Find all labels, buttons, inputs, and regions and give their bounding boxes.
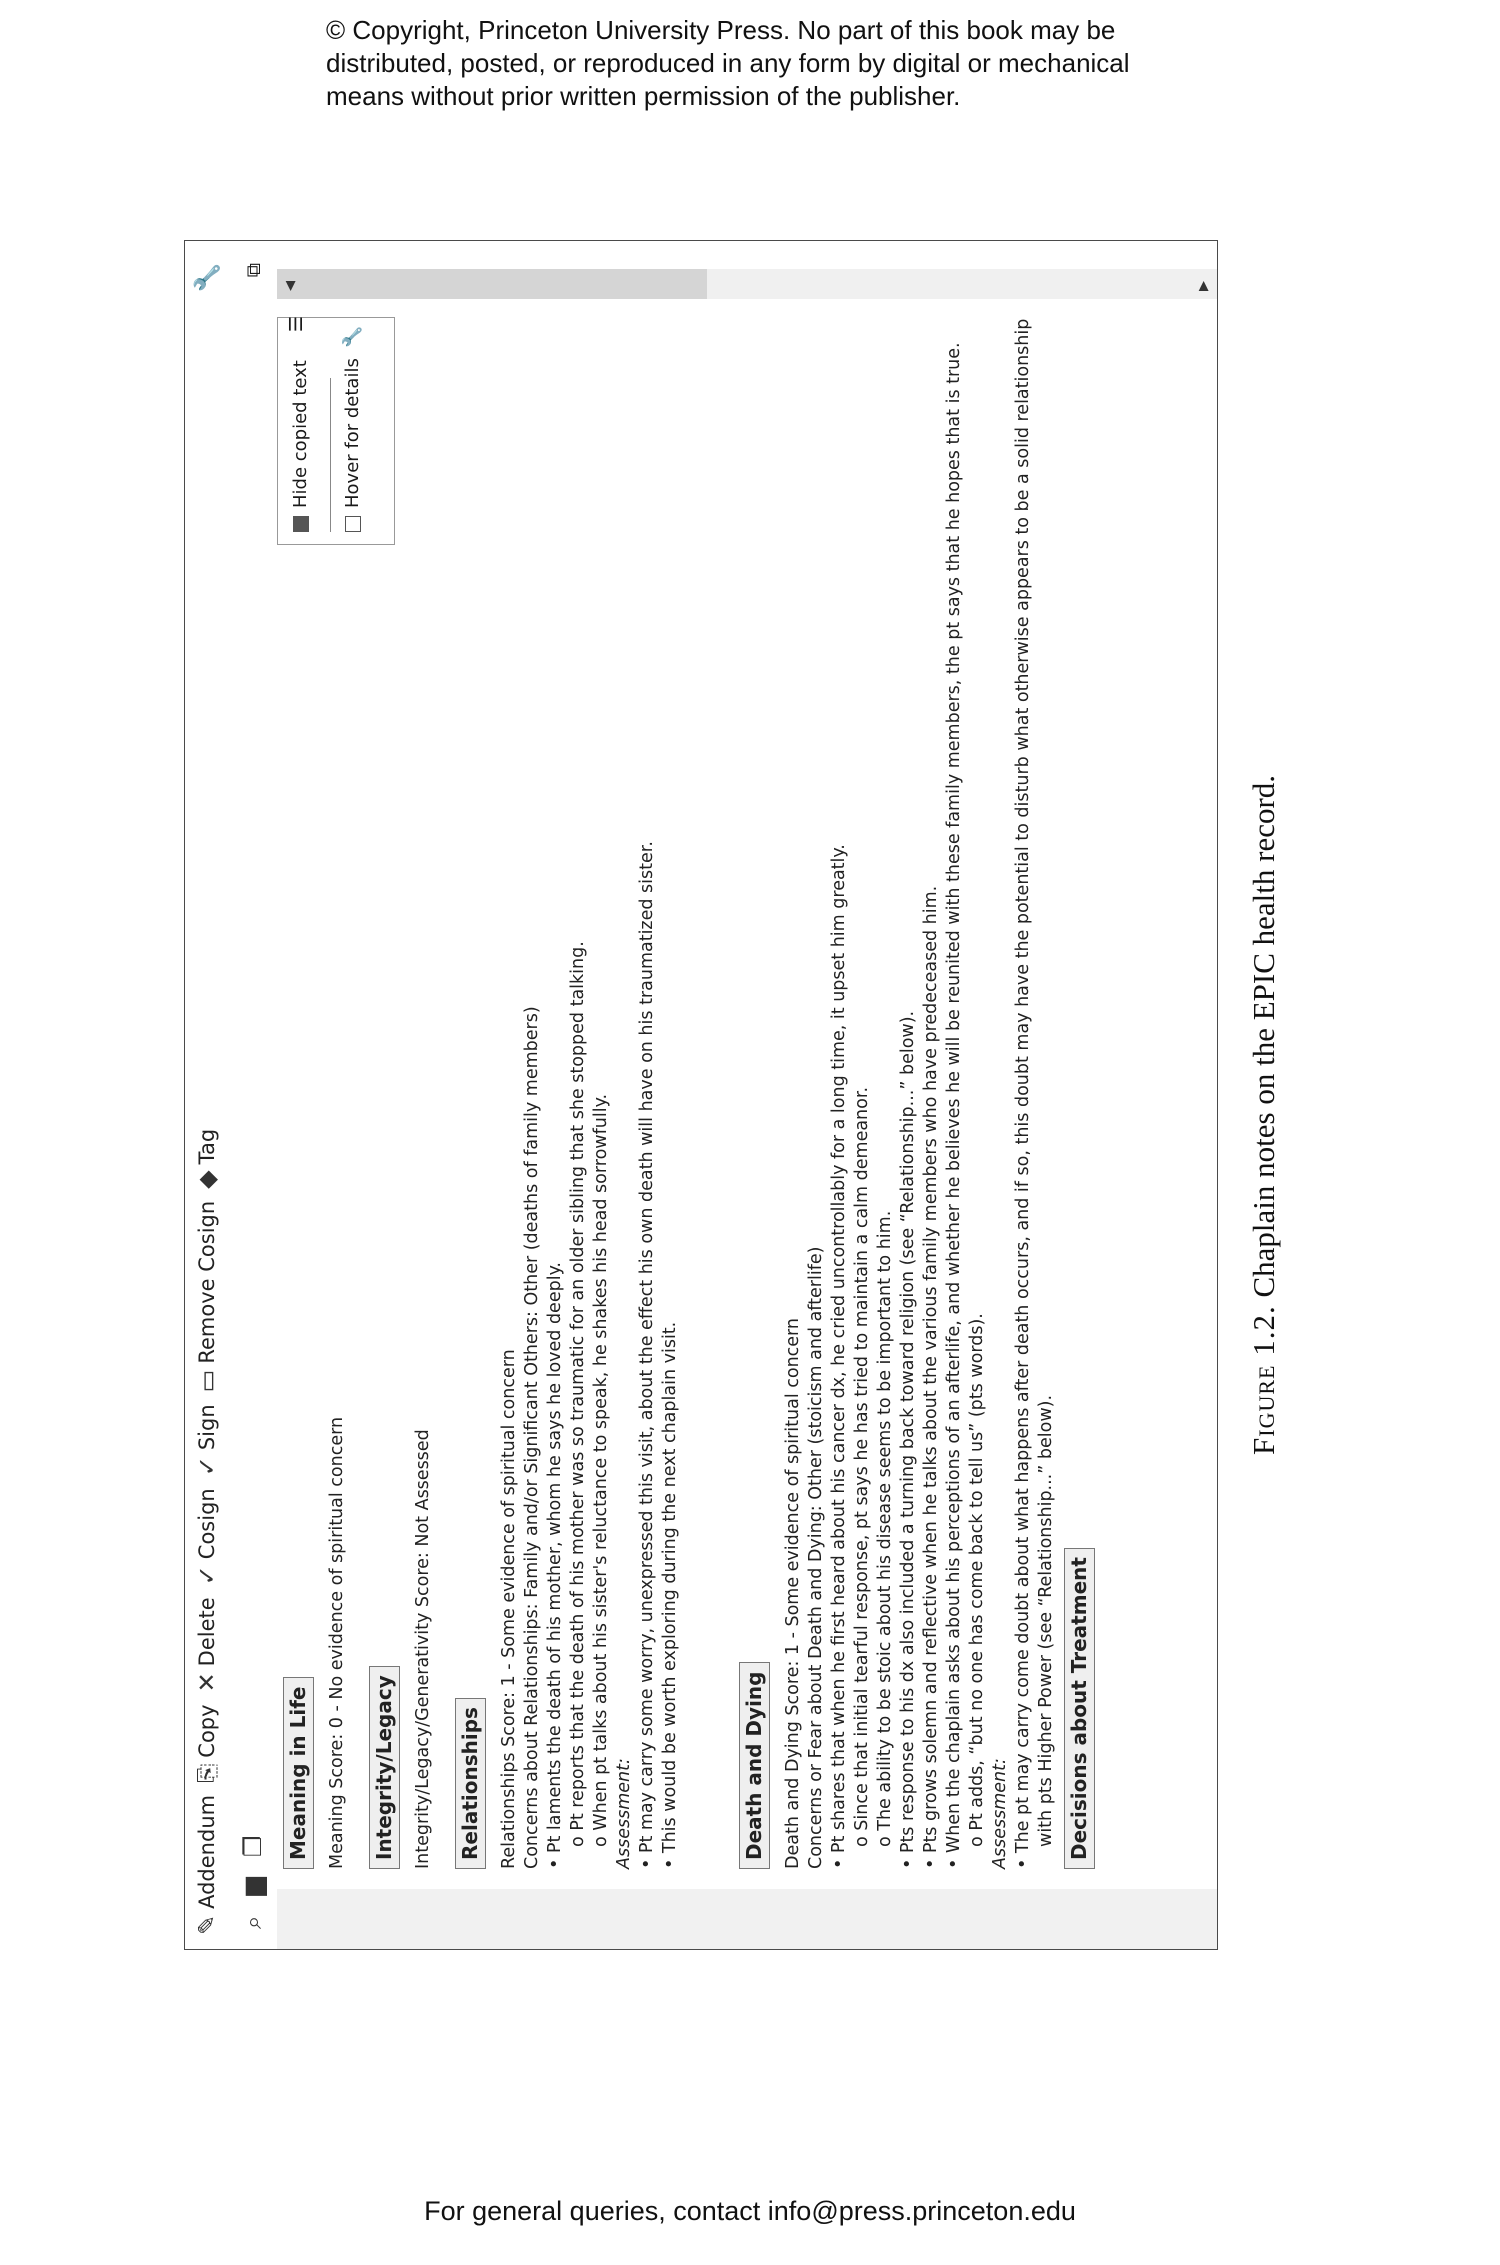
addendum-label: Addendum [195, 1794, 219, 1909]
note-line: Concerns about Relationships: Family and/or Significant Others: Other (deaths of family members) [522, 1006, 542, 1869]
remove-cosign-button[interactable] [193, 1201, 221, 1393]
note-toolbar [185, 241, 229, 1949]
note-line: Death and Dying Score: 1 - Some evidence of spiritual concern [783, 1317, 803, 1869]
footer-contact: For general queries, contact info@press.princeton.edu [424, 2196, 1076, 2226]
section-header: Relationships [455, 1698, 486, 1869]
wrench-icon[interactable]: 🔧 [193, 263, 221, 293]
note-line: Integrity/Legacy/Generativity Score: Not Assessed [413, 1429, 433, 1869]
delete-button[interactable] [193, 1597, 221, 1692]
copyright-line-1: © Copyright, Princeton University Press. No part of this book may be [326, 15, 1116, 45]
wrench-icon[interactable]: 🔧 [342, 325, 363, 349]
note-line: Meaning Score: 0 - No evidence of spiritual concern [327, 1416, 347, 1869]
note-line: • Pt shares that when he first heard about his cancer dx, he cried uncontrollably for a long time, it upset him greatly. [829, 844, 849, 1869]
note-line: o The ability to be stoic about his disease seems to be important to him. [875, 1210, 895, 1847]
figure-caption [1246, 775, 1282, 1455]
note-line: Assessment: [990, 1758, 1010, 1869]
section-integrity [369, 589, 435, 1869]
note-line: • Pt may carry some worry, unexpressed this visit, about the effect his own death will have on his traumatized sister. [637, 841, 657, 1869]
hide-copied-checkbox[interactable] [293, 516, 309, 532]
note-line: Relationships Score: 1 - Some evidence of spiritual concern [499, 1349, 519, 1869]
tag-label: Tag [195, 1128, 219, 1165]
note-line: o Since that initial tearful response, pt says he has tried to maintain a calm demeanor. [852, 1086, 872, 1847]
tag-button[interactable] [193, 1129, 221, 1189]
note-line: o When pt talks about his sister's reluctance to speak, he shakes his head sorrowfully. [591, 1093, 611, 1847]
copyright-notice [326, 14, 1226, 113]
window-toggle-icon[interactable]: ⧉ [241, 263, 265, 278]
copy-icon: ⎘ [193, 1763, 221, 1783]
arrow-left-icon[interactable]: ◀ [283, 281, 298, 291]
secondary-toolbar [229, 241, 277, 1949]
left-gutter [277, 1889, 1217, 1949]
sign-button[interactable] [193, 1404, 221, 1476]
checkmark-icon: ✓ [193, 1565, 221, 1586]
note-line: • Pts grows solemn and reflective when he talks about the various family members who have predeceased him. [921, 885, 941, 1869]
section-header: Meaning in Life [283, 1678, 314, 1870]
section-header: Integrity/Legacy [369, 1666, 400, 1869]
hide-copied-label: Hide copied text [290, 360, 311, 508]
note-line: • This would be worth exploring during the next chaplain visit. [660, 1321, 680, 1869]
copyright-line-3: means without prior written permission of the publisher. [326, 81, 961, 111]
scrollbar[interactable] [277, 269, 1217, 299]
section-header: Death and Dying [739, 1663, 770, 1870]
copy-button[interactable] [193, 1704, 221, 1782]
note-line: • The pt may carry come doubt about what happens after death occurs, and if so, this doubt may have the potential to disturb what otherwise appears to be a solid relationship [1013, 318, 1033, 1869]
addendum-button[interactable] [193, 1795, 221, 1935]
sign-label: Sign [195, 1404, 219, 1451]
search-icon[interactable]: ⌕ [239, 1915, 267, 1929]
tag-icon: ◆ [193, 1170, 221, 1189]
pencil-icon: ✎ [193, 1914, 221, 1935]
copied-text-popup [277, 317, 395, 545]
note-line: • Pts response to his dx also included a turning back toward religion (see “Relationship...” below). [898, 1010, 918, 1869]
document-outline-icon: ▭ [193, 1369, 221, 1393]
hover-details-option[interactable] [342, 326, 363, 532]
epic-screenshot [184, 240, 1218, 1950]
note-line: Assessment: [614, 1758, 634, 1869]
copy-label: Copy [195, 1704, 219, 1758]
note-window [184, 240, 1218, 1950]
scrollbar-thumb[interactable] [277, 269, 707, 299]
print-icon[interactable]: ▆ [239, 1877, 267, 1896]
close-icon: ✕ [193, 1672, 221, 1693]
caption-text: Chaplain notes on the EPIC health record. [1246, 774, 1281, 1298]
hover-details-label: Hover for details [342, 358, 363, 508]
note-line: o Pt reports that the death of his mother was so traumatic for an older sibling that she stopped talking. [568, 941, 588, 1847]
caption-label: Figure 1.2. [1246, 1305, 1281, 1455]
note-line: o Pt adds, “but no one has come back to tell us” (pts words). [967, 1313, 987, 1847]
delete-label: Delete [195, 1597, 219, 1667]
divider [330, 378, 331, 532]
remove-cosign-label: Remove Cosign [195, 1200, 219, 1364]
menu-lines-icon[interactable]: ☰ [286, 316, 307, 333]
arrow-right-icon[interactable]: ▶ [1196, 281, 1211, 291]
copy-all-icon[interactable]: ❐ [239, 1835, 267, 1858]
section-meaning [283, 589, 349, 1869]
cosign-label: Cosign [195, 1488, 219, 1560]
section-relationships [455, 589, 682, 1869]
hover-details-checkbox[interactable] [345, 516, 361, 532]
section-death-dying [739, 318, 1095, 1869]
section-header-decisions: Decisions about Treatment [1064, 1548, 1095, 1869]
checkmark-icon: ✓ [193, 1456, 221, 1477]
cosign-button[interactable] [193, 1488, 221, 1585]
note-line: Concerns or Fear about Death and Dying: Other (stoicism and afterlife) [806, 1246, 826, 1869]
hide-copied-option[interactable] [290, 360, 311, 532]
note-line: • Pt laments the death of his mother, whom he says he loved deeply. [545, 1262, 565, 1869]
note-line: with pts Higher Power (see “Relationship...” below). [1036, 1394, 1056, 1847]
note-line: • When the chaplain asks about his perceptions of an afterlife, and whether he believes he will be reunited with these family members, the pt says that he hopes that is true. [944, 342, 964, 1869]
copyright-line-2: distributed, posted, or reproduced in any form by digital or mechanical [326, 48, 1130, 78]
